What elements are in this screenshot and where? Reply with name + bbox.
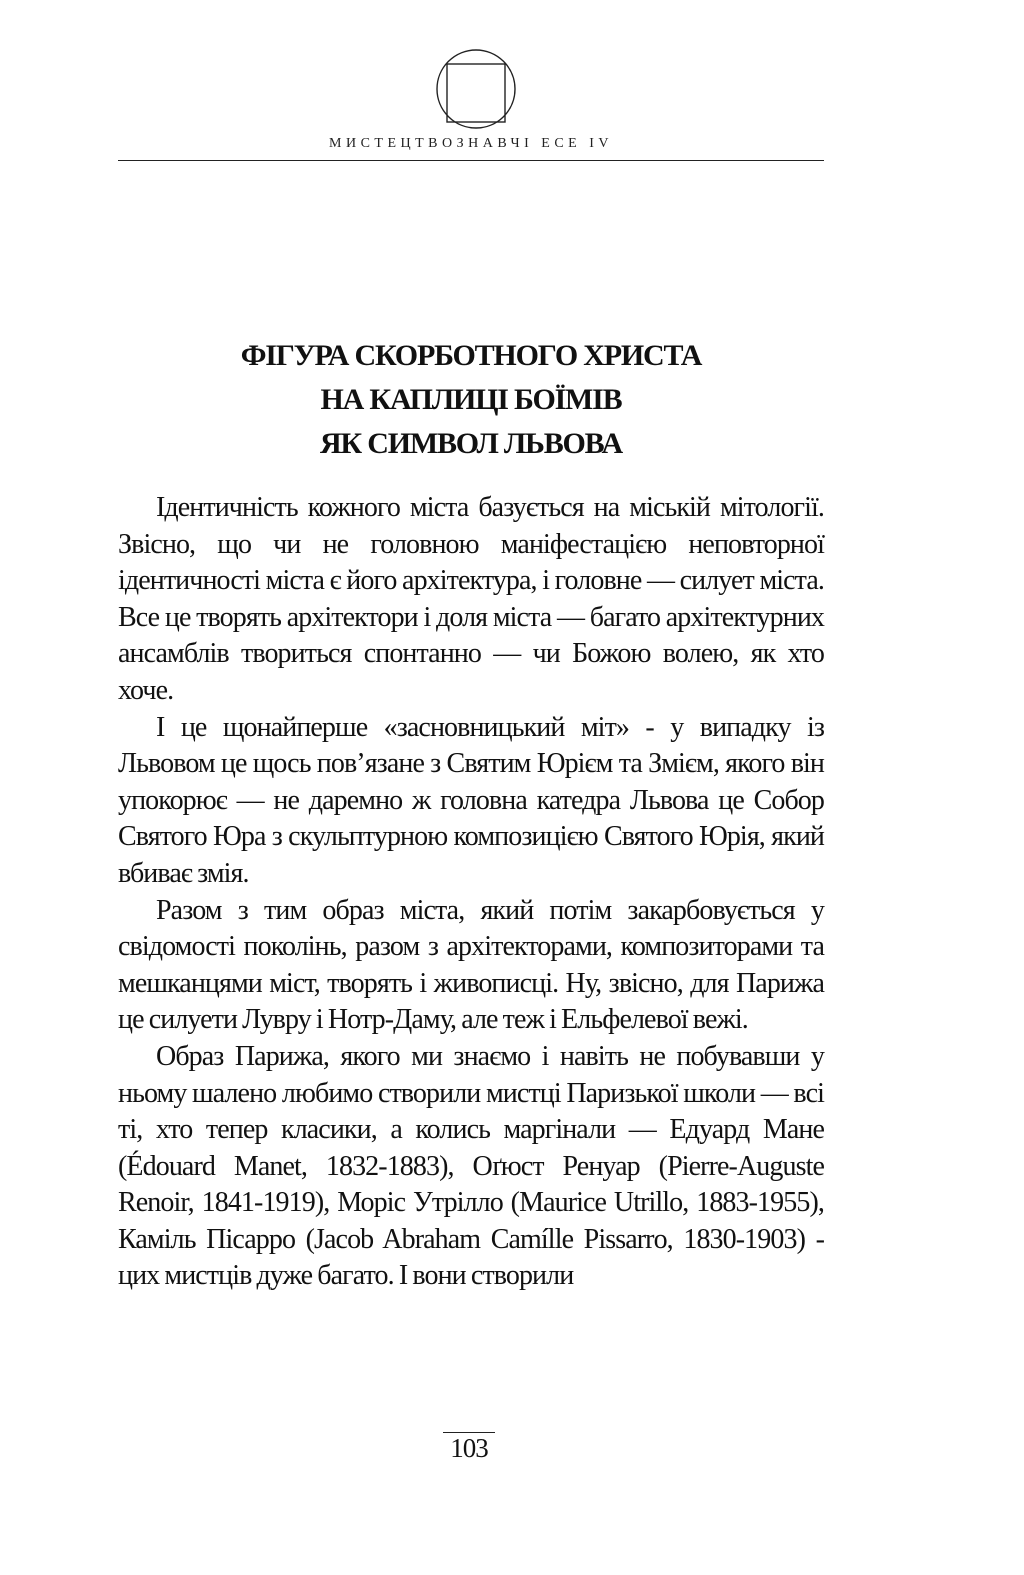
chapter-title-line-2: НА КАПЛИЦІ БОЇМІВ — [320, 383, 622, 416]
page-footer — [443, 1432, 495, 1463]
paragraph-4: Образ Парижа, якого ми знаємо і навіть не побувавши у ньому шалено любимо створили мистці Паризької школи — всі ті, хто тепер класики, а колись маргінали — Едуард Мане (Édouard Manet, 1832-1883), Оґюст Ренуар (Pierre-Auguste Renoir, 1841-1919), Моріс Утрілло (Maurice Utrillo, 1883-1955), Каміль Пісарро (Jacob Abraham Camílle Pissarro, 1830-1903) - цих мистців дуже багато. І вони створили — [118, 1040, 824, 1292]
header-rule — [118, 160, 824, 161]
paragraph-3: Разом з тим образ міста, який потім закарбовується у свідомості поколінь, разом з архітекторами, композиторами та мешканцями міст, творять і живописці. Ну, звісно, для Парижа це силуети Лувру і Нотр-Даму, але теж і Ельфелевої вежі. — [118, 894, 824, 1036]
square-in-circle-logo-icon — [435, 48, 517, 130]
chapter-title — [118, 334, 824, 466]
chapter-title-line-1: ФІГУРА СКОРБОТНОГО ХРИСТА — [240, 339, 702, 372]
running-header-title: МИСТЕЦТВОЗНАВЧІ ЕСЕ IV — [329, 136, 613, 151]
page-number: 103 — [450, 1433, 488, 1463]
body-text — [118, 490, 824, 1295]
paragraph-2: І це щонайперше «засновницький міт» - у випадку із Львовом це щось пов’язане з Святим Юрієм та Змієм, якого він упокорює — не даремно ж головна катедра Львова це Собор Святого Юра з скульптурною композицією Святого Юрія, який вбиває змія. — [118, 711, 824, 889]
paragraph-1: Ідентичність кожного міста базується на міській мітології. Звісно, що чи не головною маніфестацією неповторної ідентичності міста є його архітектура, і головне — силует міста. Все це творять архітектори і доля міста — багато архітектурних ансамблів твориться спонтанно — чи Божою волею, як хто хоче. — [118, 492, 824, 706]
chapter-title-line-3: ЯК СИМВОЛ ЛЬВОВА — [319, 427, 623, 460]
